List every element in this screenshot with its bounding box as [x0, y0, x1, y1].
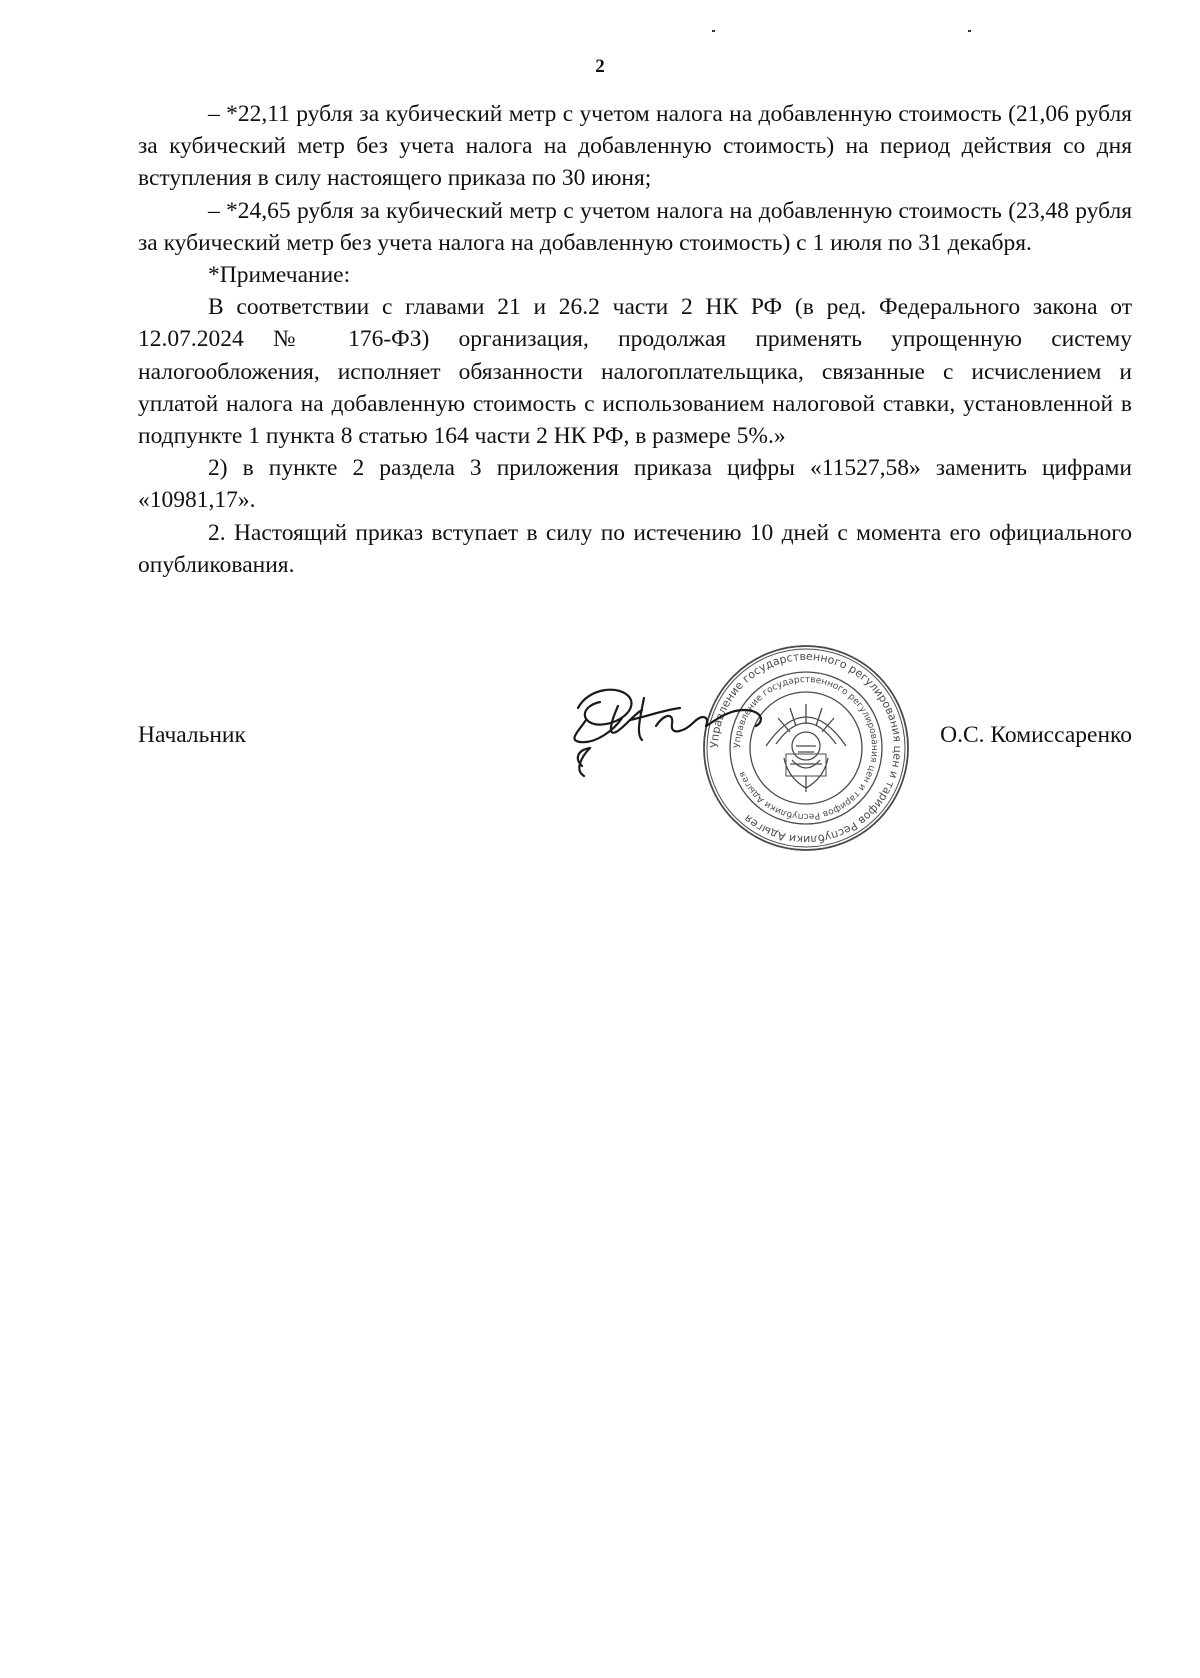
stamp-outer-text: Управление государственного регулирования цен и тарифов Республики Адыгея: [707, 649, 905, 847]
signer-name: О.С. Комиссаренко: [940, 722, 1132, 748]
handwritten-signature: [560, 680, 810, 780]
signer-title: Начальник: [138, 722, 246, 748]
paragraph-amendment: 2) в пункте 2 раздела 3 приложения приказа цифры «11527,58» заменить цифрами «10981,17».: [138, 455, 1132, 514]
scan-speck: [712, 30, 715, 32]
stamp-inner-text: Управление государственного регулирования цен и тарифов Республики Адыгея: [732, 674, 880, 822]
scan-speck: [968, 30, 971, 32]
document-body: [138, 98, 1132, 581]
paragraph-note-heading: *Примечание:: [208, 262, 351, 289]
paragraph-effective-date: 2. Настоящий приказ вступает в силу по истечению 10 дней с момента его официального опубликования.: [138, 519, 1132, 578]
paragraph-note-text: В соответствии с главами 21 и 26.2 части 2 НК РФ (в ред. Федерального закона от 12.07.2024 № 176-ФЗ) организация, продолжая применять упрощенную систему налогообложения, исполняет обязанности налогоплательщика, связанные с исчислением и уплатой налога на добавленную стоимость с использованием налоговой ставки, установленной в подпункте 1 пункта 8 статью 164 части 2 НК РФ, в размере 5%.»: [138, 294, 1132, 450]
paragraph-tariff-second-half: – *24,65 рубля за кубический метр с учетом налога на добавленную стоимость (23,48 рубля за кубический метр без учета налога на добавленную стоимость) с 1 июля по 31 декабря.: [138, 197, 1132, 256]
paragraph-tariff-first-half: – *22,11 рубля за кубический метр с учетом налога на добавленную стоимость (21,06 рубля за кубический метр без учета налога на добавленную стоимость) на период действия со дня вступления в силу настоящего приказа по 30 июня;: [138, 101, 1132, 192]
page-number: 2: [595, 56, 605, 77]
